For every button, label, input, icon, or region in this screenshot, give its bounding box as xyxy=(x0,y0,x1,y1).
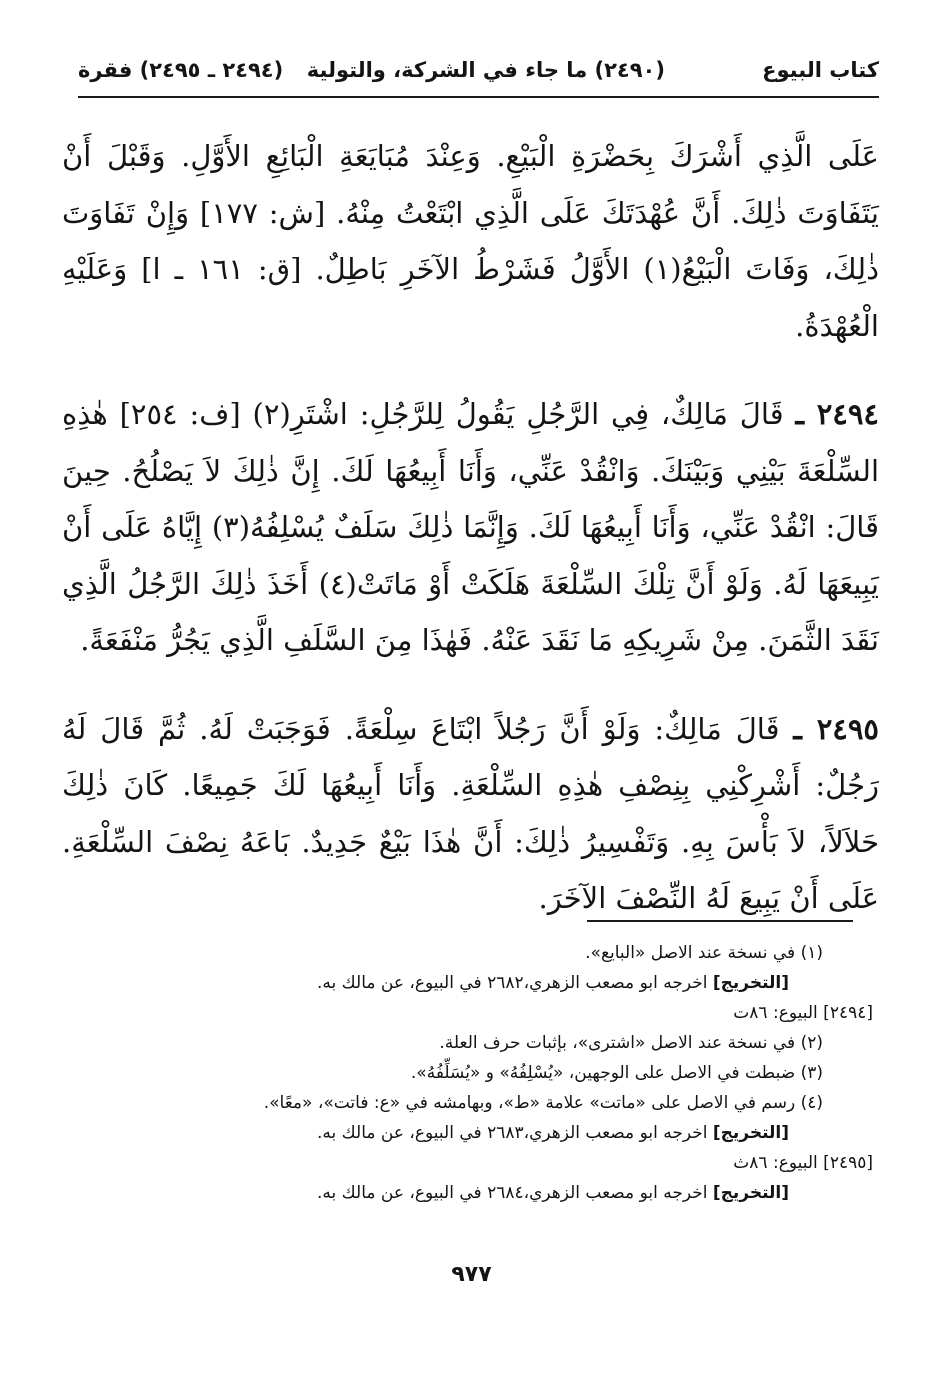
paragraph-number: ٢٤٩٥ ـ xyxy=(793,711,880,746)
footnote-takhrij: [التخريج] اخرجه ابو مصعب الزهري،٢٦٨٢ في البيوع، عن مالك به. xyxy=(317,973,789,993)
footnote-takhrij: [التخريج] اخرجه ابو مصعب الزهري،٢٦٨٣ في البيوع، عن مالك به. xyxy=(317,1123,789,1143)
book-title: كتاب البيوع xyxy=(762,58,879,82)
paragraph-number: ٢٤٩٤ ـ xyxy=(795,397,880,431)
paragraph xyxy=(62,128,879,354)
paragraph xyxy=(62,386,879,669)
paragraph-text: قَالَ مَالِكٌ، فِي الرَّجُلِ يَقُولُ لِلرَّجُلِ: اشْتَرِ(٢) [ف: ٢٥٤] هٰذِهِ السِّلْعَةَ بَيْنِي وَبَيْنَكَ. وَانْقُدْ عَنِّي، وَأَنَا أَبِيعُهَا لَكَ. إِنَّ ذٰلِكَ لاَ يَصْلُحُ. حِينَ قَالَ: انْقُدْ عَنِّي، وَأَنَا أَبِيعُهَا لَكَ. وَإِنَّمَا ذٰلِكَ سَلَفٌ يُسْلِفُهُ(٣) إِيَّاهُ عَلَى أَنْ يَبِيعَهَا لَهُ. وَلَوْ أَنَّ تِلْكَ السِّلْعَةَ هَلَكَتْ أَوْ مَاتَتْ(٤) أَخَذَ ذٰلِكَ الرَّجُلُ الَّذِي نَقَدَ الثَّمَنَ. مِنْ شَرِيكِهِ مَا نَقَدَ عَنْهُ. فَهٰذَا مِنَ السَّلَفِ الَّذِي يَجُرُّ مَنْفَعَةً. xyxy=(62,397,879,657)
paragraph-text: قَالَ مَالِكٌ: وَلَوْ أَنَّ رَجُلاً ابْتَاعَ سِلْعَةً. فَوَجَبَتْ لَهُ. ثُمَّ قَالَ لَهُ رَجُلٌ: أَشْرِكْنِي بِنِصْفِ هٰذِهِ السِّلْعَةِ. وَأَنَا أَبِيعُهَا لَكَ جَمِيعًا. كَانَ ذٰلِكَ حَلاَلاً، لاَ بَأْسَ بِهِ. وَتَفْسِيرُ ذٰلِكَ: أَنَّ هٰذَا بَيْعٌ جَدِيدٌ. بَاعَهُ نِصْفَ السِّلْعَةِ. عَلَى أَنْ يَبِيعَ لَهُ النِّصْفَ الآخَرَ. xyxy=(62,711,879,915)
chapter-title: (٢٤٩٠) ما جاء في الشركة، والتولية xyxy=(306,58,665,82)
footnote-takhrij: [التخريج] اخرجه ابو مصعب الزهري،٢٦٨٤ في البيوع، عن مالك به. xyxy=(317,1183,789,1203)
footnote: (٣) ضبطت في الاصل على الوجهين، «يُسْلِفُهُ» و «يُسَلِّفُهُ». xyxy=(410,1063,823,1083)
footnote-divider xyxy=(587,920,853,922)
footnote: (٢) في نسخة عند الاصل «اشترى»، بإثبات حرف العلة. xyxy=(439,1033,823,1053)
footnote: (١) في نسخة عند الاصل «البايع». xyxy=(585,943,823,963)
running-header xyxy=(78,46,879,98)
footnotes xyxy=(70,938,873,1208)
paragraph-range: (٢٤٩٤ ـ ٢٤٩٥) فقرة xyxy=(78,58,284,82)
footnote-reference: [٢٤٩٥] البيوع: ٨٦ث xyxy=(733,1153,873,1173)
main-text xyxy=(62,128,879,959)
paragraph-text: عَلَى الَّذِي أَشْرَكَ بِحَضْرَةِ الْبَيْعِ. وَعِنْدَ مُبَايَعَةِ الْبَائِعِ الأَوَّلِ. وَقَبْلَ أَنْ يَتَفَاوَتَ ذٰلِكَ. أَنَّ عُهْدَتَكَ عَلَى الَّذِي ابْتَعْتُ مِنْهُ. [ش: ١٧٧] وَإِنْ تَفَاوَتَ ذٰلِكَ، وَفَاتَ الْبَيْعُ(١) الأَوَّلُ فَشَرْطُ الآخَرِ بَاطِلٌ. [ق: ١٦١ ـ ا] وَعَلَيْهِ الْعُهْدَةُ. xyxy=(62,139,879,343)
footnote-reference: [٢٤٩٤] البيوع: ٨٦ت xyxy=(733,1003,873,1023)
page-number: ٩٧٧ xyxy=(451,1262,492,1287)
paragraph xyxy=(62,701,879,927)
footnote: (٤) رسم في الاصل على «ماتت» علامة «ط»، وبهامشه في «ع: فاتت»، «معًا». xyxy=(263,1093,823,1113)
